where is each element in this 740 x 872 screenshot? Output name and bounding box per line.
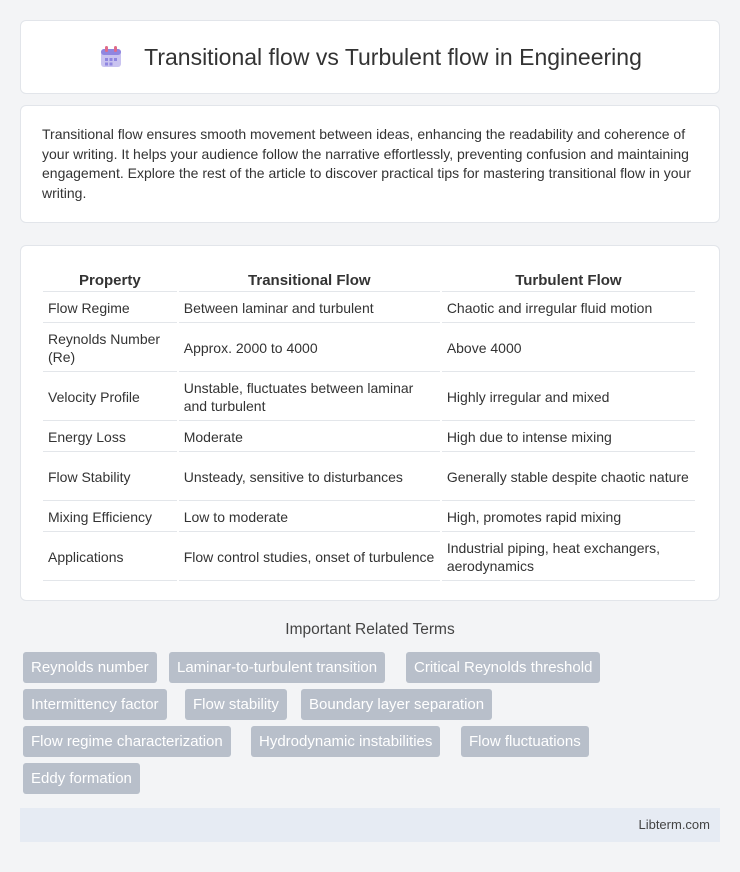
header-transitional: Transitional Flow [179,266,440,292]
table-row [43,325,695,372]
calendar-icon [98,44,124,70]
table-cell: High due to intense mixing [442,423,695,452]
tag-critical-reynolds-threshold[interactable]: Critical Reynolds threshold [406,652,600,683]
intro-text: Transitional flow ensures smooth movement between ideas, enhancing the readability and coherence of your writing. It helps your audience follow the narrative effortlessly, preventing confusion and maintaining engagement. Explore the rest of the article to discover practical tips for mastering transitional flow in your writing. [42,126,691,201]
table-row [43,503,695,532]
table-header-row [43,266,695,292]
table-cell: Above 4000 [442,325,695,372]
table-row [43,454,695,501]
table-cell: Generally stable despite chaotic nature [442,454,695,501]
tag-hydrodynamic-instabilities[interactable]: Hydrodynamic instabilities [251,726,440,757]
table-cell: High, promotes rapid mixing [442,503,695,532]
footer-site-link[interactable]: Libterm.com [638,817,710,832]
table-cell: Velocity Profile [43,374,177,421]
table-cell: Chaotic and irregular fluid motion [442,294,695,323]
tag-boundary-layer-separation[interactable]: Boundary layer separation [301,689,492,720]
intro-card [20,105,720,223]
footer [20,808,720,842]
header-turbulent: Turbulent Flow [442,266,695,292]
table-row [43,374,695,421]
table-cell: Flow Regime [43,294,177,323]
table-cell: Industrial piping, heat exchangers, aerodynamics [442,534,695,581]
tag-flow-fluctuations[interactable]: Flow fluctuations [461,726,589,757]
table-row [43,294,695,323]
table-cell: Reynolds Number (Re) [43,325,177,372]
tag-intermittency-factor[interactable]: Intermittency factor [23,689,167,720]
table-cell: Flow control studies, onset of turbulence [179,534,440,581]
table-cell: Applications [43,534,177,581]
table-cell: Highly irregular and mixed [442,374,695,421]
tag-flow-regime-characterization[interactable]: Flow regime characterization [23,726,231,757]
tag-reynolds-number[interactable]: Reynolds number [23,652,157,683]
tag-laminar-to-turbulent-transition[interactable]: Laminar-to-turbulent transition [169,652,385,683]
related-terms-title: Important Related Terms [285,621,455,638]
table-cell: Flow Stability [43,454,177,501]
table-row [43,423,695,452]
comparison-table [41,264,697,583]
table-cell: Low to moderate [179,503,440,532]
table-row [43,534,695,581]
table-cell: Unsteady, sensitive to disturbances [179,454,440,501]
header-property: Property [43,266,177,292]
table-cell: Unstable, fluctuates between laminar and turbulent [179,374,440,421]
table-cell: Mixing Efficiency [43,503,177,532]
tag-flow-stability[interactable]: Flow stability [185,689,287,720]
tag-eddy-formation[interactable]: Eddy formation [23,763,140,794]
table-cell: Energy Loss [43,423,177,452]
title-card [20,20,720,94]
table-cell: Approx. 2000 to 4000 [179,325,440,372]
page-title: Transitional flow vs Turbulent flow in Engineering [144,43,642,70]
table-cell: Between laminar and turbulent [179,294,440,323]
comparison-table-card [20,245,720,601]
table-cell: Moderate [179,423,440,452]
